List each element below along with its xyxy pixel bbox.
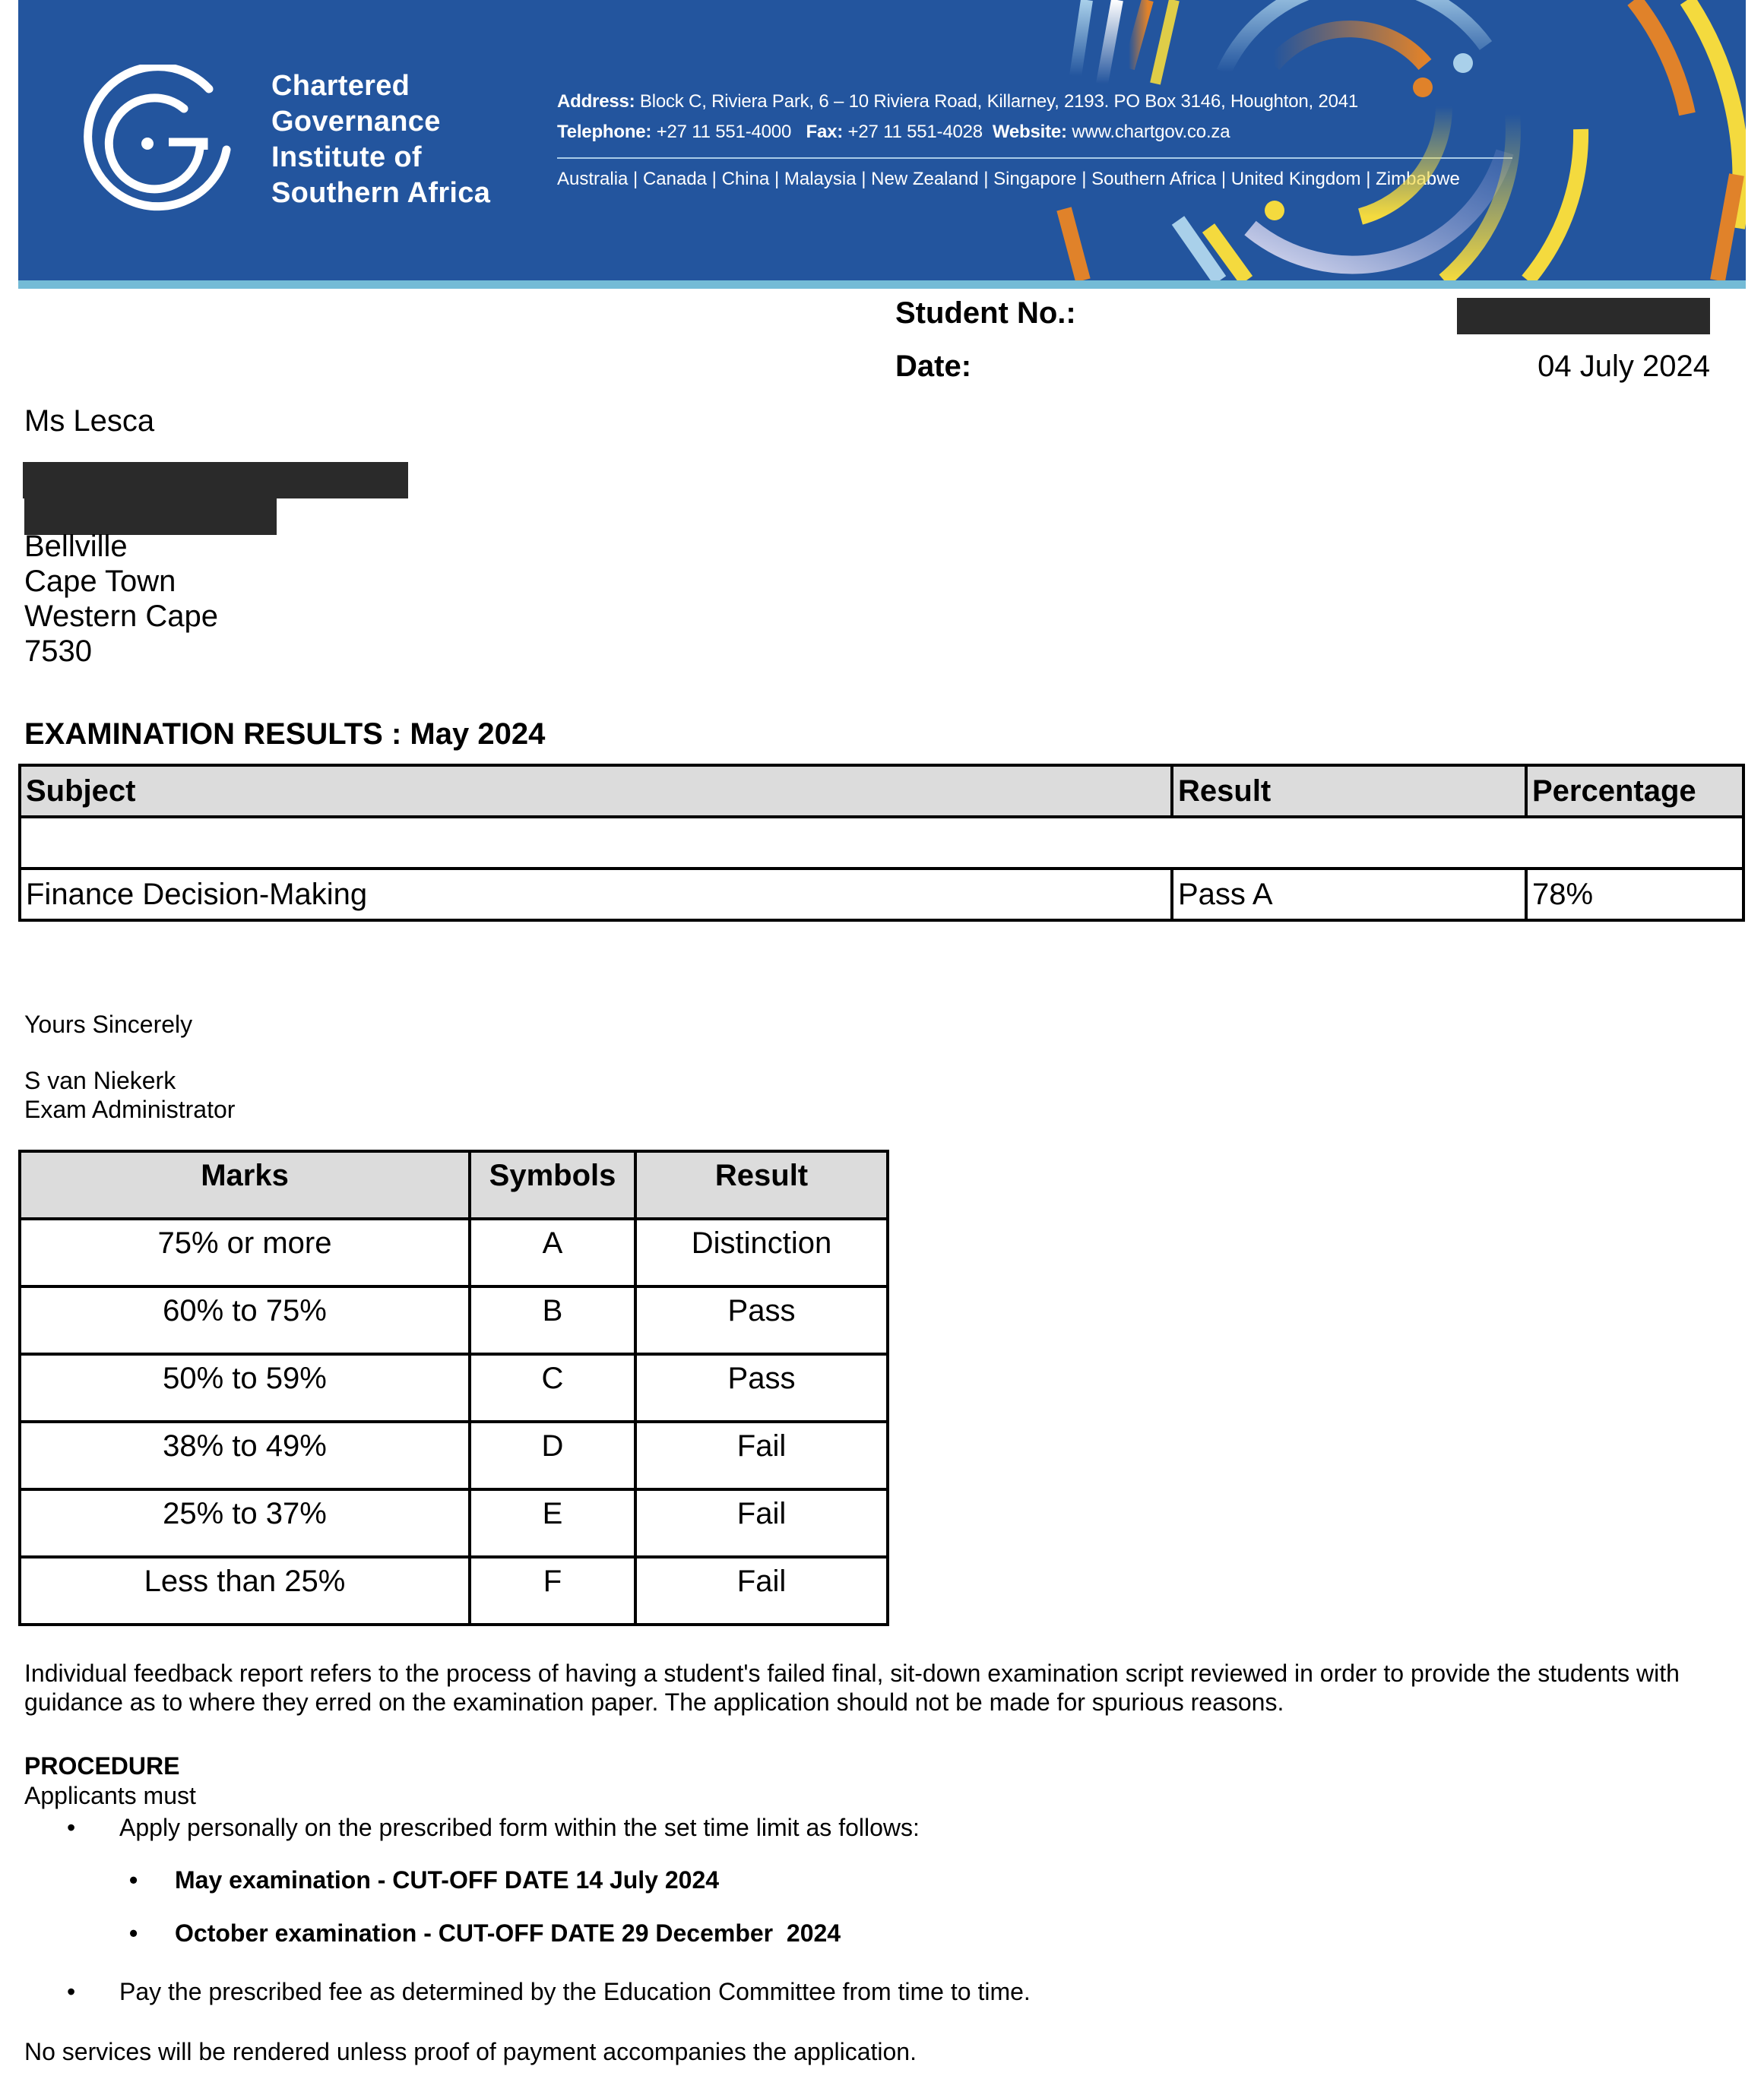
grade-result-cell: Pass bbox=[635, 1286, 888, 1354]
table-row bbox=[20, 1422, 888, 1489]
grade-result-cell: Fail bbox=[635, 1422, 888, 1489]
col-grade-result: Result bbox=[635, 1151, 888, 1219]
results-table bbox=[18, 764, 1745, 922]
signer-name: S van Niekerk bbox=[24, 1067, 176, 1094]
table-row bbox=[20, 1557, 888, 1625]
grade-result-cell: Fail bbox=[635, 1557, 888, 1625]
applicants-must: Applicants must bbox=[24, 1782, 196, 1809]
result-cell: Pass A bbox=[1172, 869, 1526, 920]
bullet-icon: • bbox=[67, 1978, 76, 2005]
percentage-cell: 78% bbox=[1526, 869, 1743, 920]
results-header-row bbox=[20, 765, 1743, 817]
grade-result-cell: Fail bbox=[635, 1489, 888, 1557]
payment-notice: No services will be rendered unless proof of payment accompanies the application. bbox=[24, 2038, 917, 2065]
grading-header-row bbox=[20, 1151, 888, 1219]
col-percentage: Percentage bbox=[1526, 765, 1743, 817]
org-name: Chartered Governance Institute of Southern Africa bbox=[271, 70, 491, 209]
decorative-arcs-icon bbox=[1049, 0, 1746, 280]
col-marks: Marks bbox=[20, 1151, 470, 1219]
symbol-cell: C bbox=[470, 1354, 635, 1422]
table-row bbox=[20, 1354, 888, 1422]
symbol-cell: F bbox=[470, 1557, 635, 1625]
student-no-label: Student No.: bbox=[895, 296, 1076, 330]
country-list: Australia | Canada | China | Malaysia | New Zealand | Singapore | Southern Africa | United Kingdom | Zimbabwe bbox=[557, 169, 1460, 189]
grade-result-cell: Distinction bbox=[635, 1219, 888, 1286]
student-no-redacted bbox=[1457, 298, 1710, 334]
date-label: Date: bbox=[895, 350, 972, 383]
table-row bbox=[20, 1489, 888, 1557]
signer-title: Exam Administrator bbox=[24, 1096, 236, 1123]
grade-result-cell: Pass bbox=[635, 1354, 888, 1422]
marks-cell: 75% or more bbox=[20, 1219, 470, 1286]
feedback-paragraph: Individual feedback report refers to the process of having a student's failed final, sit-down examination script reviewed in order to provide the students with guidance as to where they erred on the examination paper. The application should not be made for spurious reasons. bbox=[24, 1660, 1680, 1716]
subject-cell: Finance Decision-Making bbox=[20, 869, 1172, 920]
symbol-cell: E bbox=[470, 1489, 635, 1557]
col-result: Result bbox=[1172, 765, 1526, 817]
contact-address: Address: Block C, Riviera Park, 6 – 10 Riviera Road, Killarney, 2193. PO Box 3146, Houghton, 2041 bbox=[557, 91, 1359, 112]
recipient-name: Ms Lesca bbox=[24, 404, 155, 438]
exam-results-title: EXAMINATION RESULTS : May 2024 bbox=[24, 717, 546, 751]
bullet-icon: • bbox=[67, 1814, 76, 1841]
contact-phone-line: Telephone: +27 11 551-4000 Fax: +27 11 551-4028 Website: www.chartgov.co.za bbox=[557, 122, 1230, 142]
website-link[interactable]: www.chartgov.co.za bbox=[1072, 122, 1230, 142]
table-row bbox=[20, 869, 1743, 920]
col-symbols: Symbols bbox=[470, 1151, 635, 1219]
address-redacted-line-1 bbox=[23, 462, 408, 498]
grading-table bbox=[18, 1150, 889, 1626]
marks-cell: 60% to 75% bbox=[20, 1286, 470, 1354]
bullet-icon: • bbox=[129, 1919, 138, 1947]
marks-cell: 25% to 37% bbox=[20, 1489, 470, 1557]
table-row bbox=[20, 817, 1743, 869]
symbol-cell: B bbox=[470, 1286, 635, 1354]
letterhead-stripe bbox=[18, 280, 1746, 289]
procedure-heading: PROCEDURE bbox=[24, 1752, 180, 1780]
bullet-icon: • bbox=[129, 1866, 138, 1894]
symbol-cell: A bbox=[470, 1219, 635, 1286]
table-row bbox=[20, 1219, 888, 1286]
closing: Yours Sincerely bbox=[24, 1011, 193, 1038]
marks-cell: 50% to 59% bbox=[20, 1354, 470, 1422]
cgisa-logo-icon bbox=[84, 65, 266, 217]
empty-cell bbox=[20, 817, 1743, 869]
symbol-cell: D bbox=[470, 1422, 635, 1489]
date-value: 04 July 2024 bbox=[1538, 350, 1710, 383]
recipient-address: Bellville Cape Town Western Cape 7530 bbox=[24, 530, 218, 668]
marks-cell: 38% to 49% bbox=[20, 1422, 470, 1489]
marks-cell: Less than 25% bbox=[20, 1557, 470, 1625]
col-subject: Subject bbox=[20, 765, 1172, 817]
table-row bbox=[20, 1286, 888, 1354]
